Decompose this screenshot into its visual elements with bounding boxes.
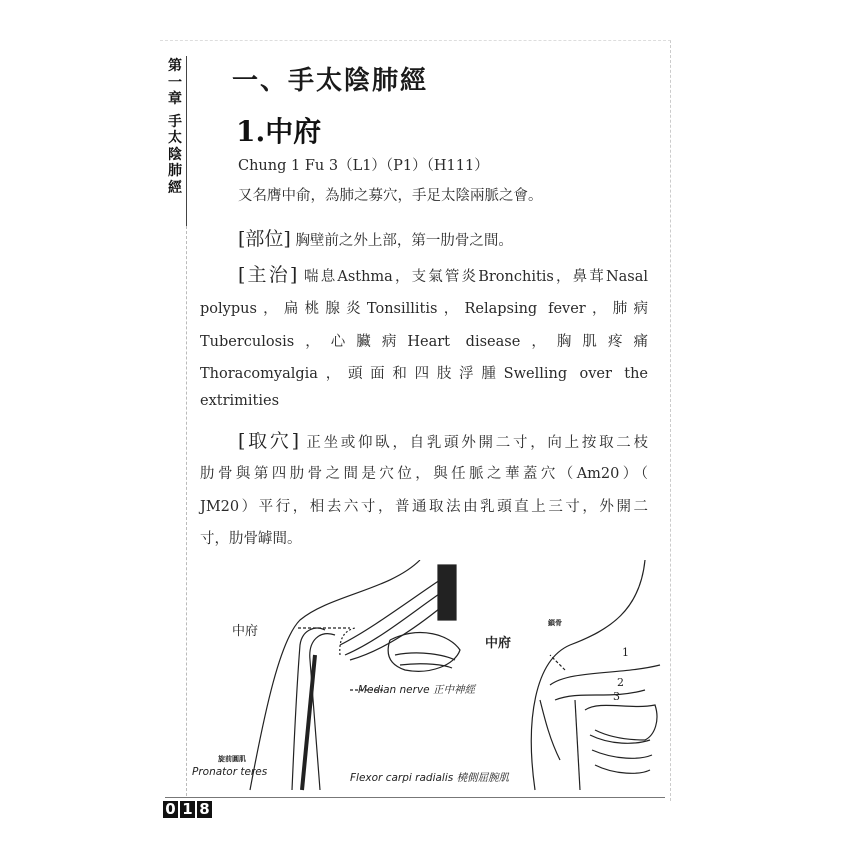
page-digit: 1 (180, 801, 195, 818)
anatomy-illustration (190, 560, 670, 795)
indications-tag: [主治] (238, 264, 298, 286)
text-line: 喘息Asthma，支氣管炎Bronchitis，鼻茸Nasal (304, 269, 649, 285)
indications-line (238, 260, 648, 287)
label-pronator-cn: 旋前圓肌 (218, 754, 246, 763)
label-pronator-teres: Pronator teres (192, 766, 268, 778)
indications-line: polypus，扁桃腺炎Tonsillitis，Relapsing fever，肺病 (200, 301, 648, 317)
point-title: 1.中府 (236, 115, 322, 148)
bottom-rule (165, 797, 665, 798)
location-text: 胸壁前之外上部，第一肋骨之間。 (295, 233, 513, 249)
side-tab-chapter: 第一章 (168, 58, 182, 107)
page-digit: 8 (197, 801, 212, 818)
method-line: JM20）平行，相去六寸，普通取法由乳頭直上三寸，外開二 (200, 499, 648, 515)
side-dashed-rule (186, 226, 187, 796)
label-zhongfu-left: 中府 (232, 624, 259, 639)
side-tab-meridian: 手太陰肺經 (168, 113, 182, 196)
page-digit: 0 (163, 801, 178, 818)
label-zhongfu-right: 中府 (485, 636, 512, 651)
label-rib-2: 2 (617, 676, 624, 689)
indications-line: extrimities (200, 393, 280, 409)
romanization: Chung 1 Fu 3（L1）（P1）（H111） (238, 158, 489, 174)
method-line: 寸，肋骨罅間。 (200, 531, 302, 547)
location-tag: [部位] (238, 228, 291, 250)
chapter-side-tab (166, 58, 184, 196)
anatomy-figure (190, 560, 670, 799)
method-line: 肋骨與第四肋骨之間是穴位，與任脈之華蓋穴（Am20）（ (200, 466, 648, 482)
alias: 又名膺中俞，為肺之募穴，手足太陰兩脈之會。 (238, 188, 543, 204)
label-rib-1: 1 (622, 646, 629, 659)
page-number (163, 801, 212, 818)
method-line (238, 426, 648, 453)
label-rib-3: 3 (613, 690, 620, 703)
chapter-title: 一、手太陰肺經 (232, 66, 429, 96)
location-paragraph (238, 224, 686, 251)
method-tag: [取穴] (238, 430, 299, 452)
label-flexor-carpi-radialis: Flexor carpi radialis 橈側屈腕肌 (350, 772, 510, 784)
label-median-nerve: Median nerve 正中神經 (358, 684, 475, 696)
text-line: 正坐或仰臥，自乳頭外開二寸，向上按取二枝 (306, 435, 649, 451)
indications-line: Tuberculosis，心臟病Heart disease，胸肌疼痛 (200, 334, 648, 350)
indications-line: Thoracomyalgia，頭面和四肢浮腫Swelling over the (200, 366, 648, 382)
side-rule (186, 56, 187, 226)
label-clavicle: 鎖骨 (548, 618, 562, 627)
